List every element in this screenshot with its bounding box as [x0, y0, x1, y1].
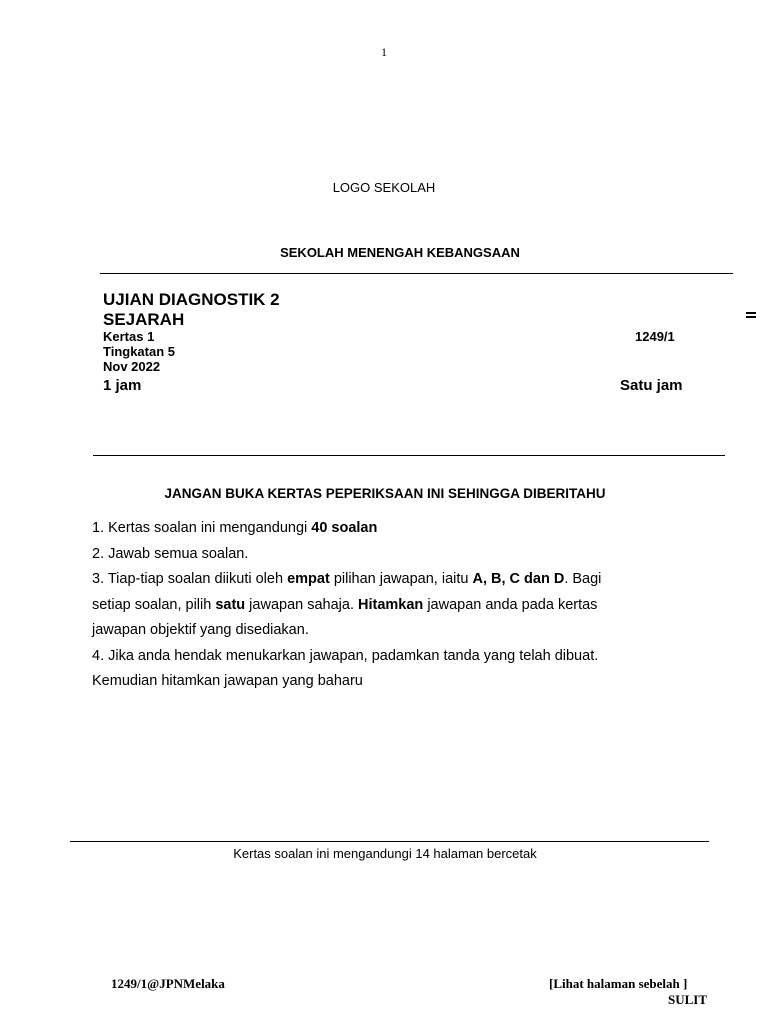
- instruction-text: 2. Jawab semua soalan.: [92, 545, 249, 562]
- exam-form: Tingkatan 5: [103, 344, 176, 359]
- instruction-emphasis: A, B, C dan D: [472, 571, 565, 587]
- instruction-text: jawapan sahaja.: [245, 596, 359, 613]
- instruction-emphasis: Hitamkan: [358, 596, 424, 613]
- instruction-text: jawapan anda pada kertas: [423, 596, 598, 613]
- instruction-text: setiap soalan, pilih: [92, 596, 216, 613]
- instruction-emphasis: empat: [287, 571, 330, 587]
- footer-code: 1249/1@JPNMelaka: [111, 976, 225, 991]
- instruction-text: . Bagi: [564, 571, 602, 587]
- next-page-note: [Lihat halaman sebelah ]: [549, 976, 688, 991]
- info-divider: [93, 455, 725, 456]
- footer-divider: [70, 841, 709, 842]
- header-divider: [100, 273, 733, 274]
- exam-duration: 1 jam: [103, 377, 142, 394]
- instruction-emphasis: 40 soalan: [311, 520, 378, 536]
- exam-title: UJIAN DIAGNOSTIK 2: [103, 290, 280, 309]
- instruction-2: [92, 542, 652, 568]
- exam-code: 1249/1: [635, 329, 675, 344]
- instruction-4-cont: [92, 669, 652, 695]
- school-name: SEKOLAH MENENGAH KEBANGSAAN: [280, 245, 520, 260]
- page-number: 1: [381, 45, 387, 59]
- edge-mark: [746, 312, 756, 318]
- instruction-text: 4. Jika anda hendak menukarkan jawapan, padamkan tanda yang telah dibuat.: [92, 647, 599, 664]
- do-not-open-warning: JANGAN BUKA KERTAS PEPERIKSAAN INI SEHINGGA DIBERITAHU: [164, 486, 606, 501]
- page-count-note: Kertas soalan ini mengandungi 14 halaman bercetak: [233, 846, 537, 861]
- instructions: [92, 516, 652, 695]
- instruction-text: jawapan objektif yang disediakan.: [92, 622, 309, 638]
- exam-paper: Kertas 1: [103, 329, 155, 344]
- instruction-text: 3. Tiap-tiap soalan diikuti oleh: [92, 571, 288, 587]
- instruction-text: pilihan jawapan, iaitu: [329, 571, 473, 587]
- instruction-3-end: [92, 618, 652, 644]
- instruction-3-cont: [92, 593, 652, 619]
- exam-subject: SEJARAH: [103, 310, 185, 329]
- instruction-1: [92, 516, 652, 542]
- school-logo-placeholder: LOGO SEKOLAH: [332, 180, 436, 195]
- instruction-4: [92, 644, 652, 670]
- instruction-emphasis: satu: [215, 596, 246, 613]
- exam-duration-words: Satu jam: [620, 377, 683, 394]
- classification-label: SULIT: [668, 992, 708, 1007]
- exam-date: Nov 2022: [103, 359, 161, 374]
- instruction-text: 1. Kertas soalan ini mengandungi: [92, 520, 312, 536]
- instruction-text: Kemudian hitamkan jawapan yang baharu: [92, 673, 363, 689]
- instruction-3: [92, 567, 652, 593]
